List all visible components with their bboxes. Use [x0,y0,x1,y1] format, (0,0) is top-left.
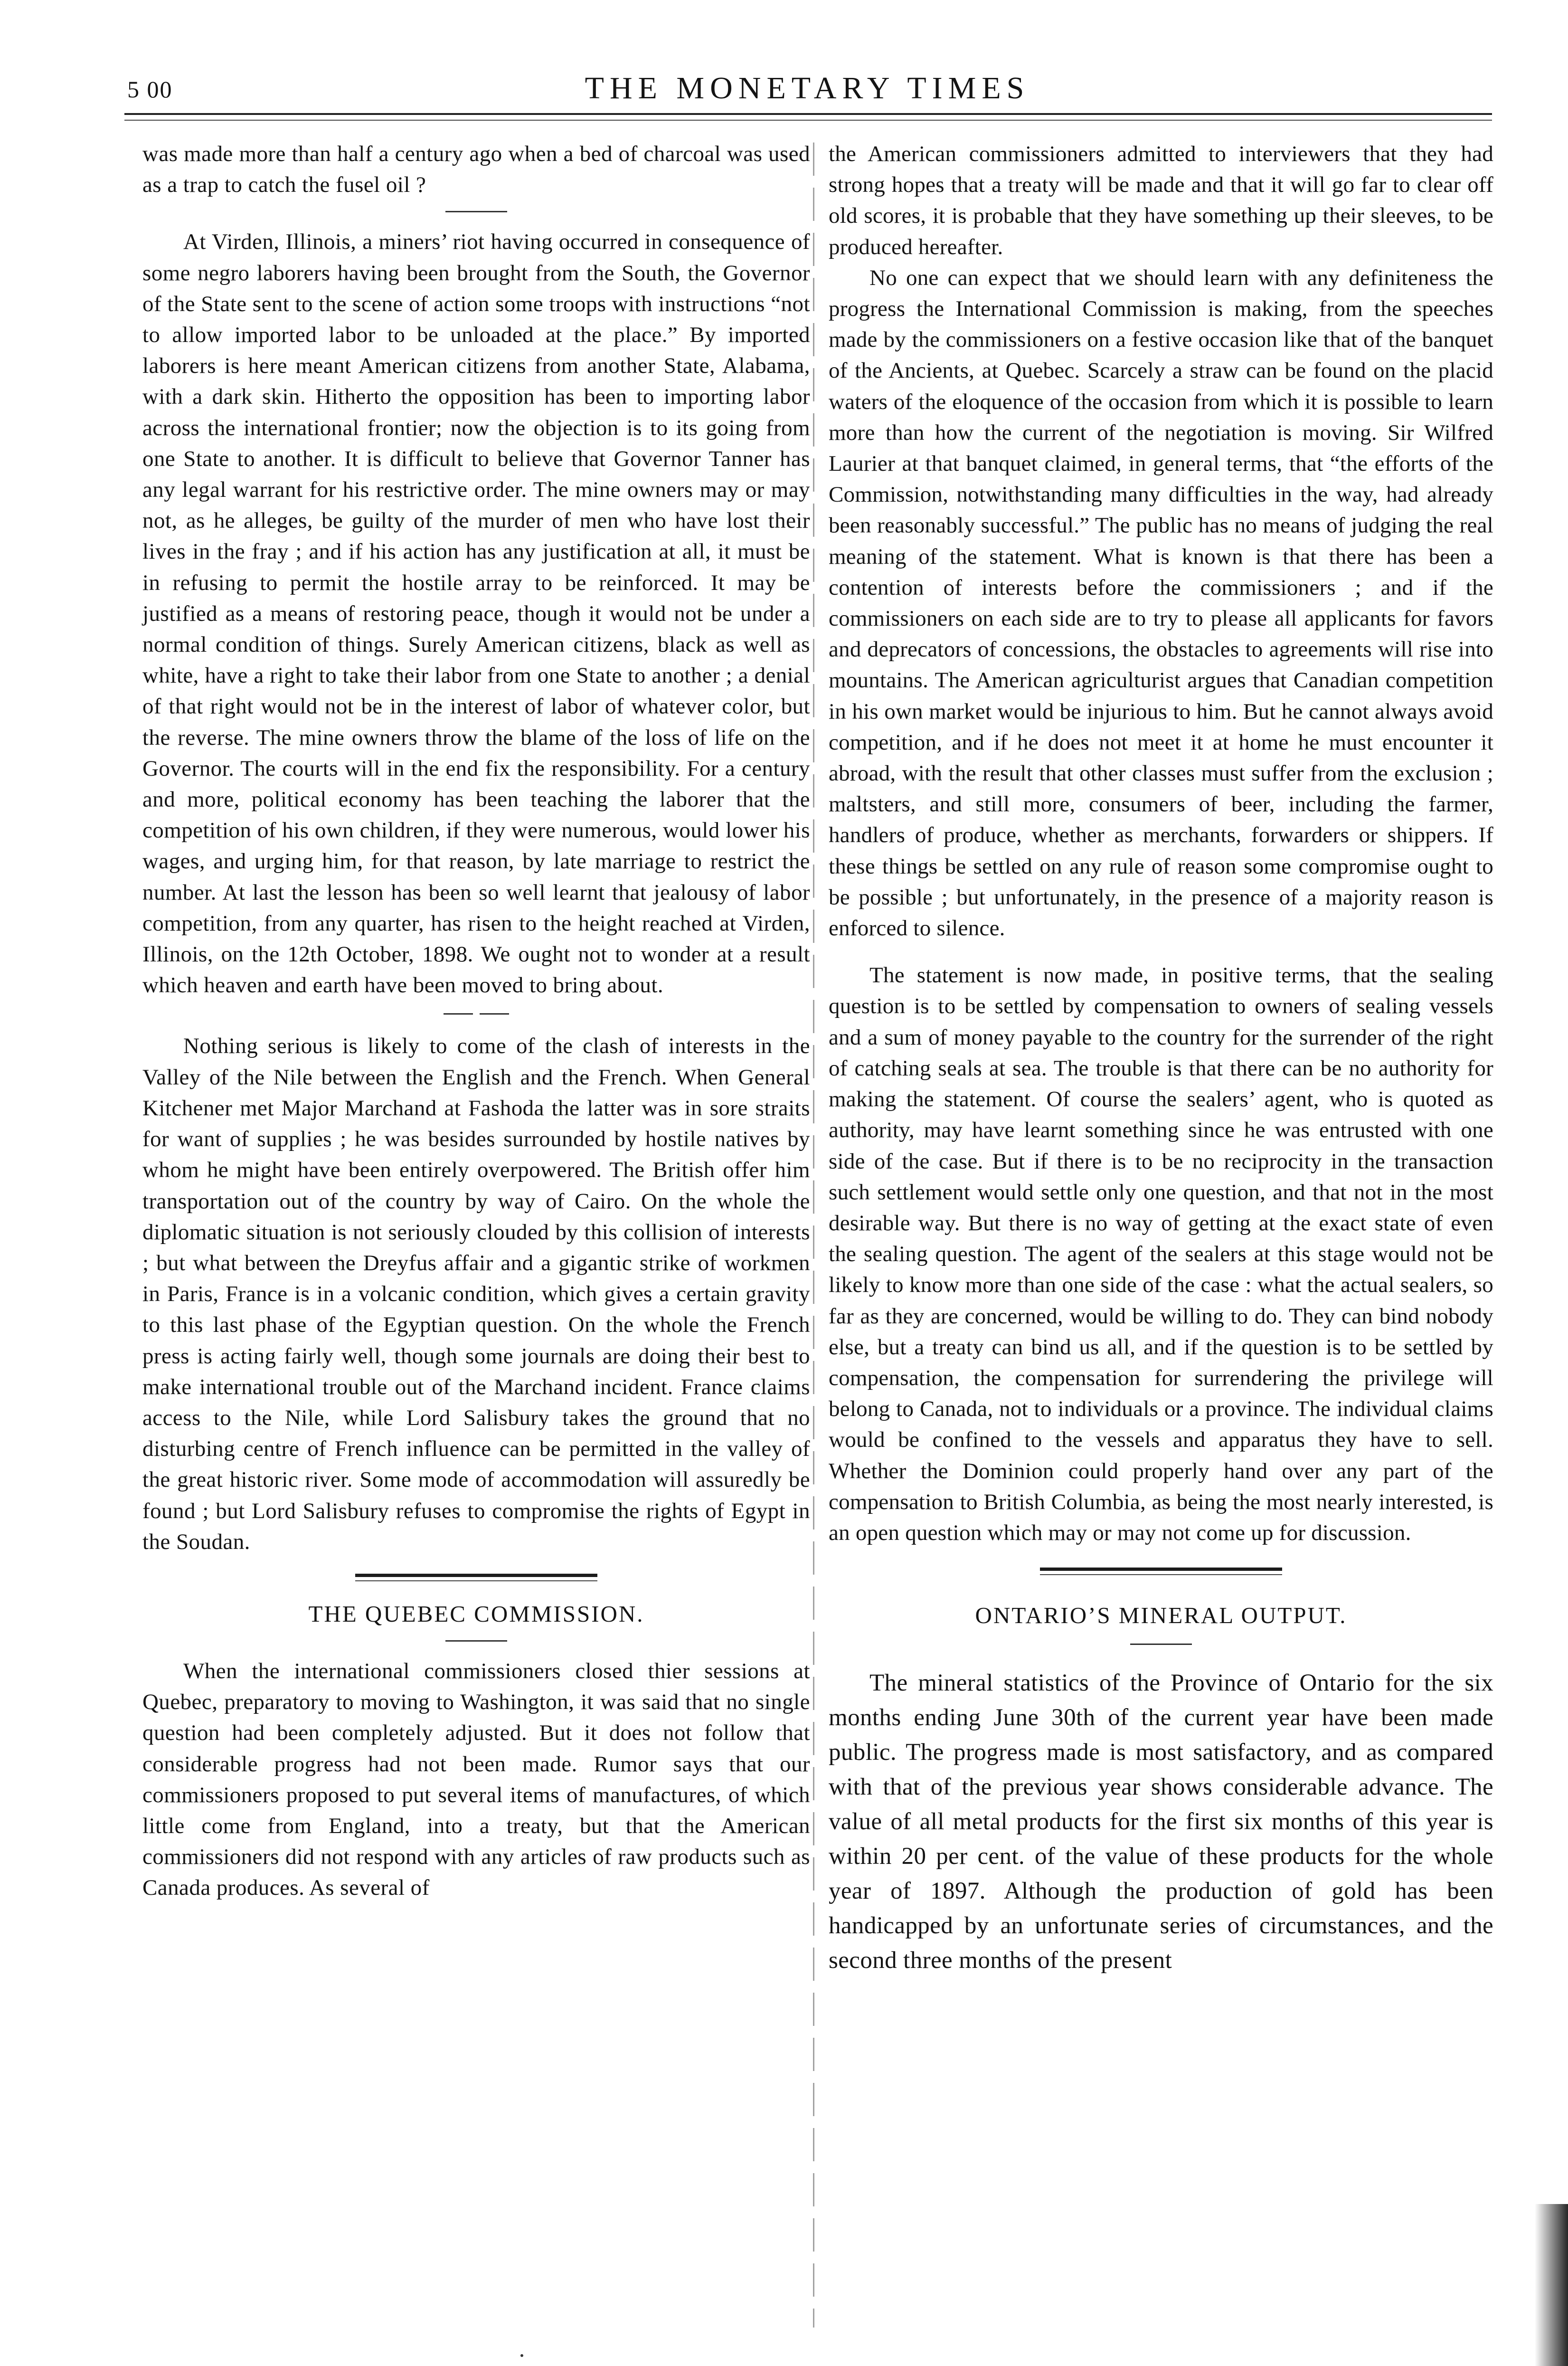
page-edge-shadow [1535,2204,1568,2366]
nile-paragraph: Nothing serious is likely to come of the clash of interests in the Valley of the Nile between the English and the French. When General Kitchener met Major Marchand at Fashoda the latter was in sore straits for want of supplies ; he was besides surrounded by hostile natives by whom he might have been entirely overpowered. The British offer him transportation out of the country by way of Cairo. On the whole the diplomatic situation is not seriously clouded by this collision of interests ; but what between the Dreyfus affair and a gigantic strike of workmen in Paris, France is in a volcanic condition, which gives a certain gravity to this last phase of the Egyptian question. On the whole the French press is acting fairly well, though some journals are doing their best to make international trouble out of the Marchand incident. France claims access to the Nile, while Lord Salisbury takes the ground that no disturbing centre of French influence can be permitted in the valley of the great historic river. Some mode of accommodation will assuredly be found ; but Lord Salisbury refuses to compromise the rights of Egypt in the Soudan. [142,1034,810,1554]
article-paragraph: was made more than half a century ago when a bed of charcoal was used as a trap to catch the fusel oil ? [142,142,810,198]
right-column [829,139,1493,1978]
print-speck [520,2354,523,2357]
quebec-commission-heading: THE QUEBEC COMMISSION. [308,1600,644,1627]
sealing-question-paragraph: The statement is now made, in positive terms, that the sealing question is to be settled by compensation to owners of sealing vessels and a sum of money payable to the country for the surrender of the right of catching seals at sea. The trouble is that there can be no authority for making the statement. Of course the sealers’ agent, who is quoted as authority, may have learnt something since he was entrusted with one side of the case. But if there is to be no reciprocity in the transaction such settlement would settle only one question, and that not in the most desirable way. But there is no way of getting at the exact state of even the sealing question. The agent of the sealers at this stage would not be likely to know more than one side of the case : what the actual sealers, so far as they are concerned, would be willing to do. They can bind nobody else, but a treaty can bind us all, and if the question is to be settled by compensation, the compensation for surrendering the privilege will belong to Canada, not to individuals or a province. The individual claims would be confined to the vessels and apparatus they have to sell. Whether the Dominion could properly hand over any part of the compensation to British Columbia, as being the most nearly interested, is an open question which may or may not come up for discussion. [829,963,1493,1545]
mineral-output-paragraph: The mineral statistics of the Province of Ontario for the six months ending June 30th of the current year have been made public. The progress made is most satisfactory, and as compared with that of the previous year shows considerable advance. The value of all metal products for the first six months of this year is within 20 per cent. of the value of these products for the whole year of 1897. Although the production of gold has been handicapped by an unfortunate series of circumstances, and the second three months of the present [829,1670,1493,1974]
journal-title: THE MONETARY TIMES [585,71,1030,105]
heading-underline [1130,1644,1192,1645]
column-divider [813,143,814,2328]
article-paragraph: the American commissioners admitted to interviewers that they had strong hopes that a treaty will be made and that it will go far to clear off old scores, it is probable that they have something up their sleeves, to be produced hereafter. [829,142,1493,259]
item-separator-rule [445,211,507,212]
mineral-output-heading: ONTARIO’S MINERAL OUTPUT. [975,1602,1347,1629]
international-commission-paragraph: No one can expect that we should learn with any definiteness the progress the International Commission is making, from the speeches made by the commissioners on a festive occasion like that of the banquet of the Ancients, at Quebec. Scarcely a straw can be found on the placid waters of the eloquence of the occasion from which it is possible to learn more than how the current of the negotiation is moving. Sir Wilfred Laurier at that banquet claimed, in general terms, that “the efforts of the Commission, notwithstanding many difficulties in the way, had already been reasonably successful.” The public has no means of judging the real meaning of the statement. What is known is that there has been a contention of interests before the commissioners ; and if the commissioners on each side are to try to please all applicants for favors and deprecators of concessions, the obstacles to agreements will rise into mountains. The American agriculturist argues that Canadian competition in his own market would be injurious to him. But he cannot always avoid competition, and if he does not meet it at home he must encounter it abroad, with the result that other classes must suffer from the exclusion ; maltsters, and still more, consumers of beer, including the farmer, handlers of produce, whether as merchants, forwarders or shippers. If these things be settled on any rule of reason some compromise ought to be possible ; but unfortunately, in the presence of a majority reason is enforced to silence. [829,265,1493,941]
left-column [142,139,810,1904]
item-separator-dashes [142,1013,810,1015]
section-break-rule [355,1574,597,1581]
header-rule-thin [124,120,1492,121]
header-rule [124,113,1492,115]
section-break-rule [1040,1568,1282,1575]
page-number: 5 00 [127,76,173,103]
heading-underline [445,1640,507,1642]
quebec-commission-paragraph: When the international commissioners closed thier sessions at Quebec, preparatory to moving to Washington, it was said that no single question had been completely adjusted. But it does not follow that considerable progress had not been made. Rumor says that our commissioners proposed to put several items of manufactures, of which little come from England, into a treaty, but that the American commissioners did not respond with any articles of raw products such as Canada produces. As several of [142,1658,810,1900]
mineral-output-body [829,1666,1493,1978]
virden-riot-paragraph: At Virden, Illinois, a miners’ riot having occurred in consequence of some negro laborers having been brought from the South, the Governor of the State sent to the scene of action some troops with instructions “not to allow imported labor to be unloaded at the place.” By imported laborers is here meant American citizens from another State, Alabama, with a dark skin. Hitherto the opposition has been to importing labor across the international frontier; now the objection is to its going from one State to another. It is difficult to believe that Governor Tanner has any legal warrant for his restrictive order. The mine owners may or may not, as he alleges, be guilty of the murder of men who have lost their lives in the fray ; and if his action has any justification at all, it must be in refusing to permit the hostile array to be reinforced. It may be justified as a means of restoring peace, though it would not be under a normal condition of things. Surely American citizens, black as well as white, have a right to take their labor from one State to another ; a denial of that right would not be in the interest of labor of whatever color, but the reverse. The mine owners throw the blame of the loss of life on the Governor. The courts will in the end fix the responsibility. For a century and more, political economy has been teaching the laborer that the competition of his own children, if they were numerous, would lower his wages, and urging him, for that reason, by late marriage to restrict the number. At last the lesson has been so well learnt that jealousy of labor competition, from any quarter, has risen to the height reached at Virden, Illinois, on the 12th October, 1898. We ought not to wonder at a result which heaven and earth have been moved to bring about. [142,229,810,998]
